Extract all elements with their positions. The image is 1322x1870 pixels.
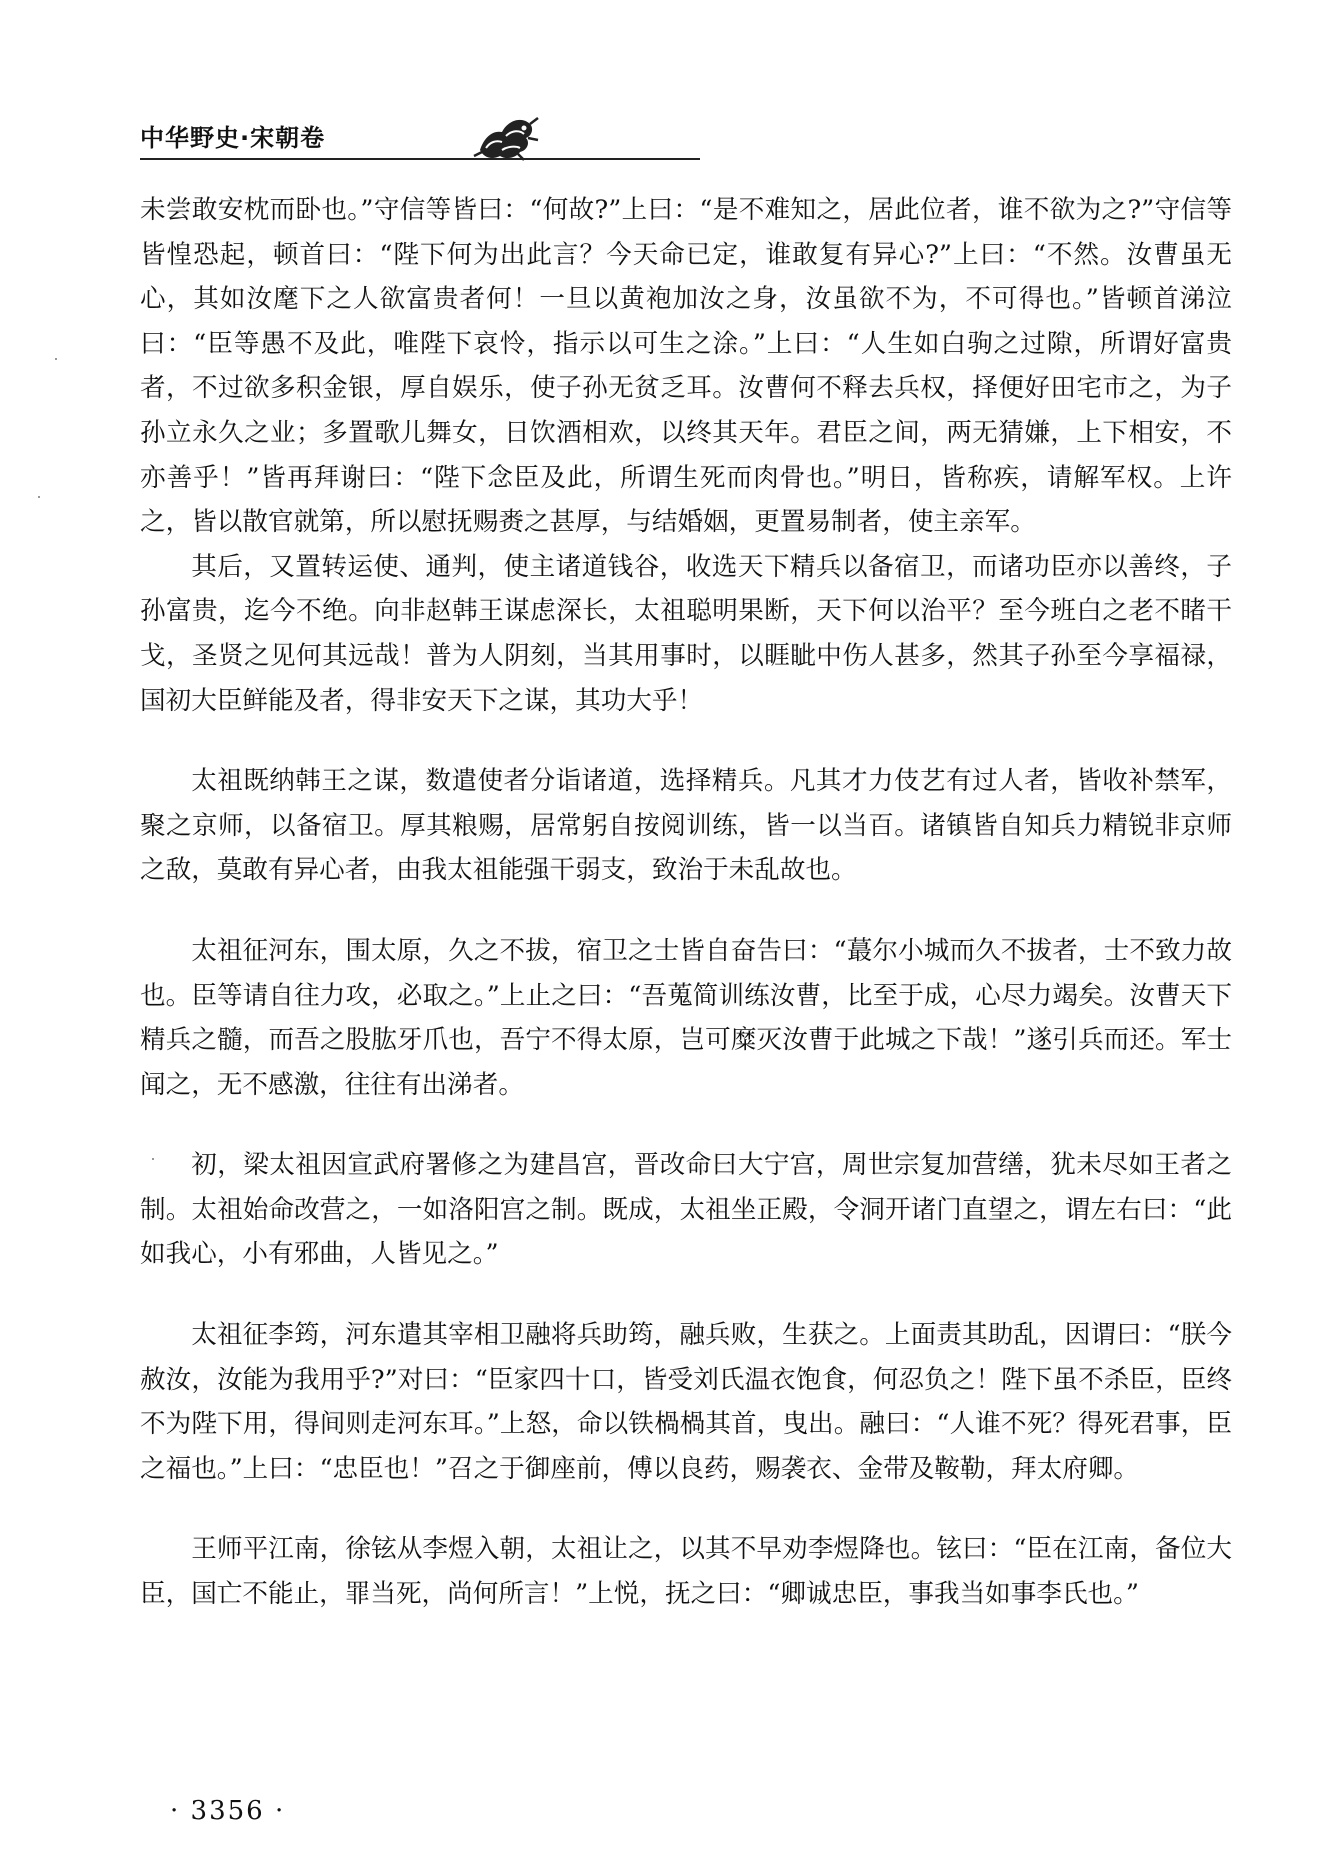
book-title: 中华野史·宋朝卷 (140, 124, 326, 152)
dragon-emblem-icon (472, 110, 542, 162)
paragraph: 太祖既纳韩王之谋，数遣使者分诣诸道，选择精兵。凡其才力伎艺有过人者，皆收补禁军，聚之京师，以备宿卫。厚其粮赐，居常躬自按阅训练，皆一以当百。诸镇皆自知兵力精锐非京师之敌，莫敢有异心者，由我太祖能强干弱支，致治于未乱故也。 (140, 766, 1232, 886)
scan-speck (38, 496, 40, 498)
paragraph: 其后，又置转运使、通判，使主诸道钱谷，收选天下精兵以备宿卫，而诸功臣亦以善终，子孙富贵，迄今不绝。向非赵韩王谋虑深长，太祖聪明果断，天下何以治平？至今班白之老不睹干戈，圣贤之见何其远哉！普为人阴刻，当其用事时，以睚眦中伤人甚多，然其子孙至今享福禄，国初大臣鲜能及者，得非安天下之谋，其功大乎！ (140, 551, 1232, 716)
running-header (140, 110, 1220, 166)
header-rule (140, 158, 700, 160)
scan-speck (55, 358, 57, 360)
page-number: · 3356 · (170, 1796, 286, 1826)
paragraph: 初，梁太祖因宣武府署修之为建昌宫，晋改命曰大宁宫，周世宗复加营缮，犹未尽如王者之制。太祖始命改营之，一如洛阳宫之制。既成，太祖坐正殿，令洞开诸门直望之，谓左右曰：“此如我心，小有邪曲，人皆见之。” (140, 1150, 1232, 1270)
paragraph: 王师平江南，徐铉从李煜入朝，太祖让之，以其不早劝李煜降也。铉曰：“臣在江南，备位大臣，国亡不能止，罪当死，尚何所言！”上悦，抚之曰：“卿诚忠臣，事我当如事李氏也。” (140, 1534, 1232, 1610)
paragraph: 太祖征河东，围太原，久之不拔，宿卫之士皆自奋告曰：“蕞尔小城而久不拔者，士不致力故也。臣等请自往力攻，必取之。”上止之曰：“吾蒐简训练汝曹，比至于成，心尽力竭矣。汝曹天下精兵之髓，而吾之股肱牙爪也，吾宁不得太原，岂可糜灭汝曹于此城之下哉！”遂引兵而还。军士闻之，无不感激，往往有出涕者。 (140, 935, 1232, 1100)
paragraph: 未尝敢安枕而卧也。”守信等皆曰：“何故?”上曰：“是不难知之，居此位者，谁不欲为之?”守信等皆惶恐起，顿首曰：“陛下何为出此言？今天命已定，谁敢复有异心?”上曰：“不然。汝曹虽无心，其如汝麾下之人欲富贵者何！一旦以黄袍加汝之身，汝虽欲不为，不可得也。”皆顿首涕泣曰：“臣等愚不及此，唯陛下哀怜，指示以可生之涂。”上曰：“人生如白驹之过隙，所谓好富贵者，不过欲多积金银，厚自娱乐，使子孙无贫乏耳。汝曹何不释去兵权，择便好田宅市之，为子孙立永久之业；多置歌儿舞女，日饮酒相欢，以终其天年。君臣之间，两无猜嫌，上下相安，不亦善乎！”皆再拜谢曰：“陛下念臣及此，所谓生死而肉骨也。”明日，皆称疾，请解军权。上许之，皆以散官就第，所以慰抚赐赉之甚厚，与结婚姻，更置易制者，使主亲军。 (140, 195, 1232, 538)
body-text (140, 188, 1232, 1617)
paragraph: 太祖征李筠，河东遣其宰相卫融将兵助筠，融兵败，生获之。上面责其助乱，因谓曰：“朕今赦汝，汝能为我用乎?”对曰：“臣家四十口，皆受刘氏温衣饱食，何忍负之！陛下虽不杀臣，臣终不为陛下用，得间则走河东耳。”上怒，命以铁楇楇其首，曳出。融曰：“人谁不死？得死君事，臣之福也。”上曰：“忠臣也！”召之于御座前，傅以良药，赐袭衣、金带及鞍勒，拜太府卿。 (140, 1320, 1232, 1484)
scan-speck (152, 1158, 154, 1160)
